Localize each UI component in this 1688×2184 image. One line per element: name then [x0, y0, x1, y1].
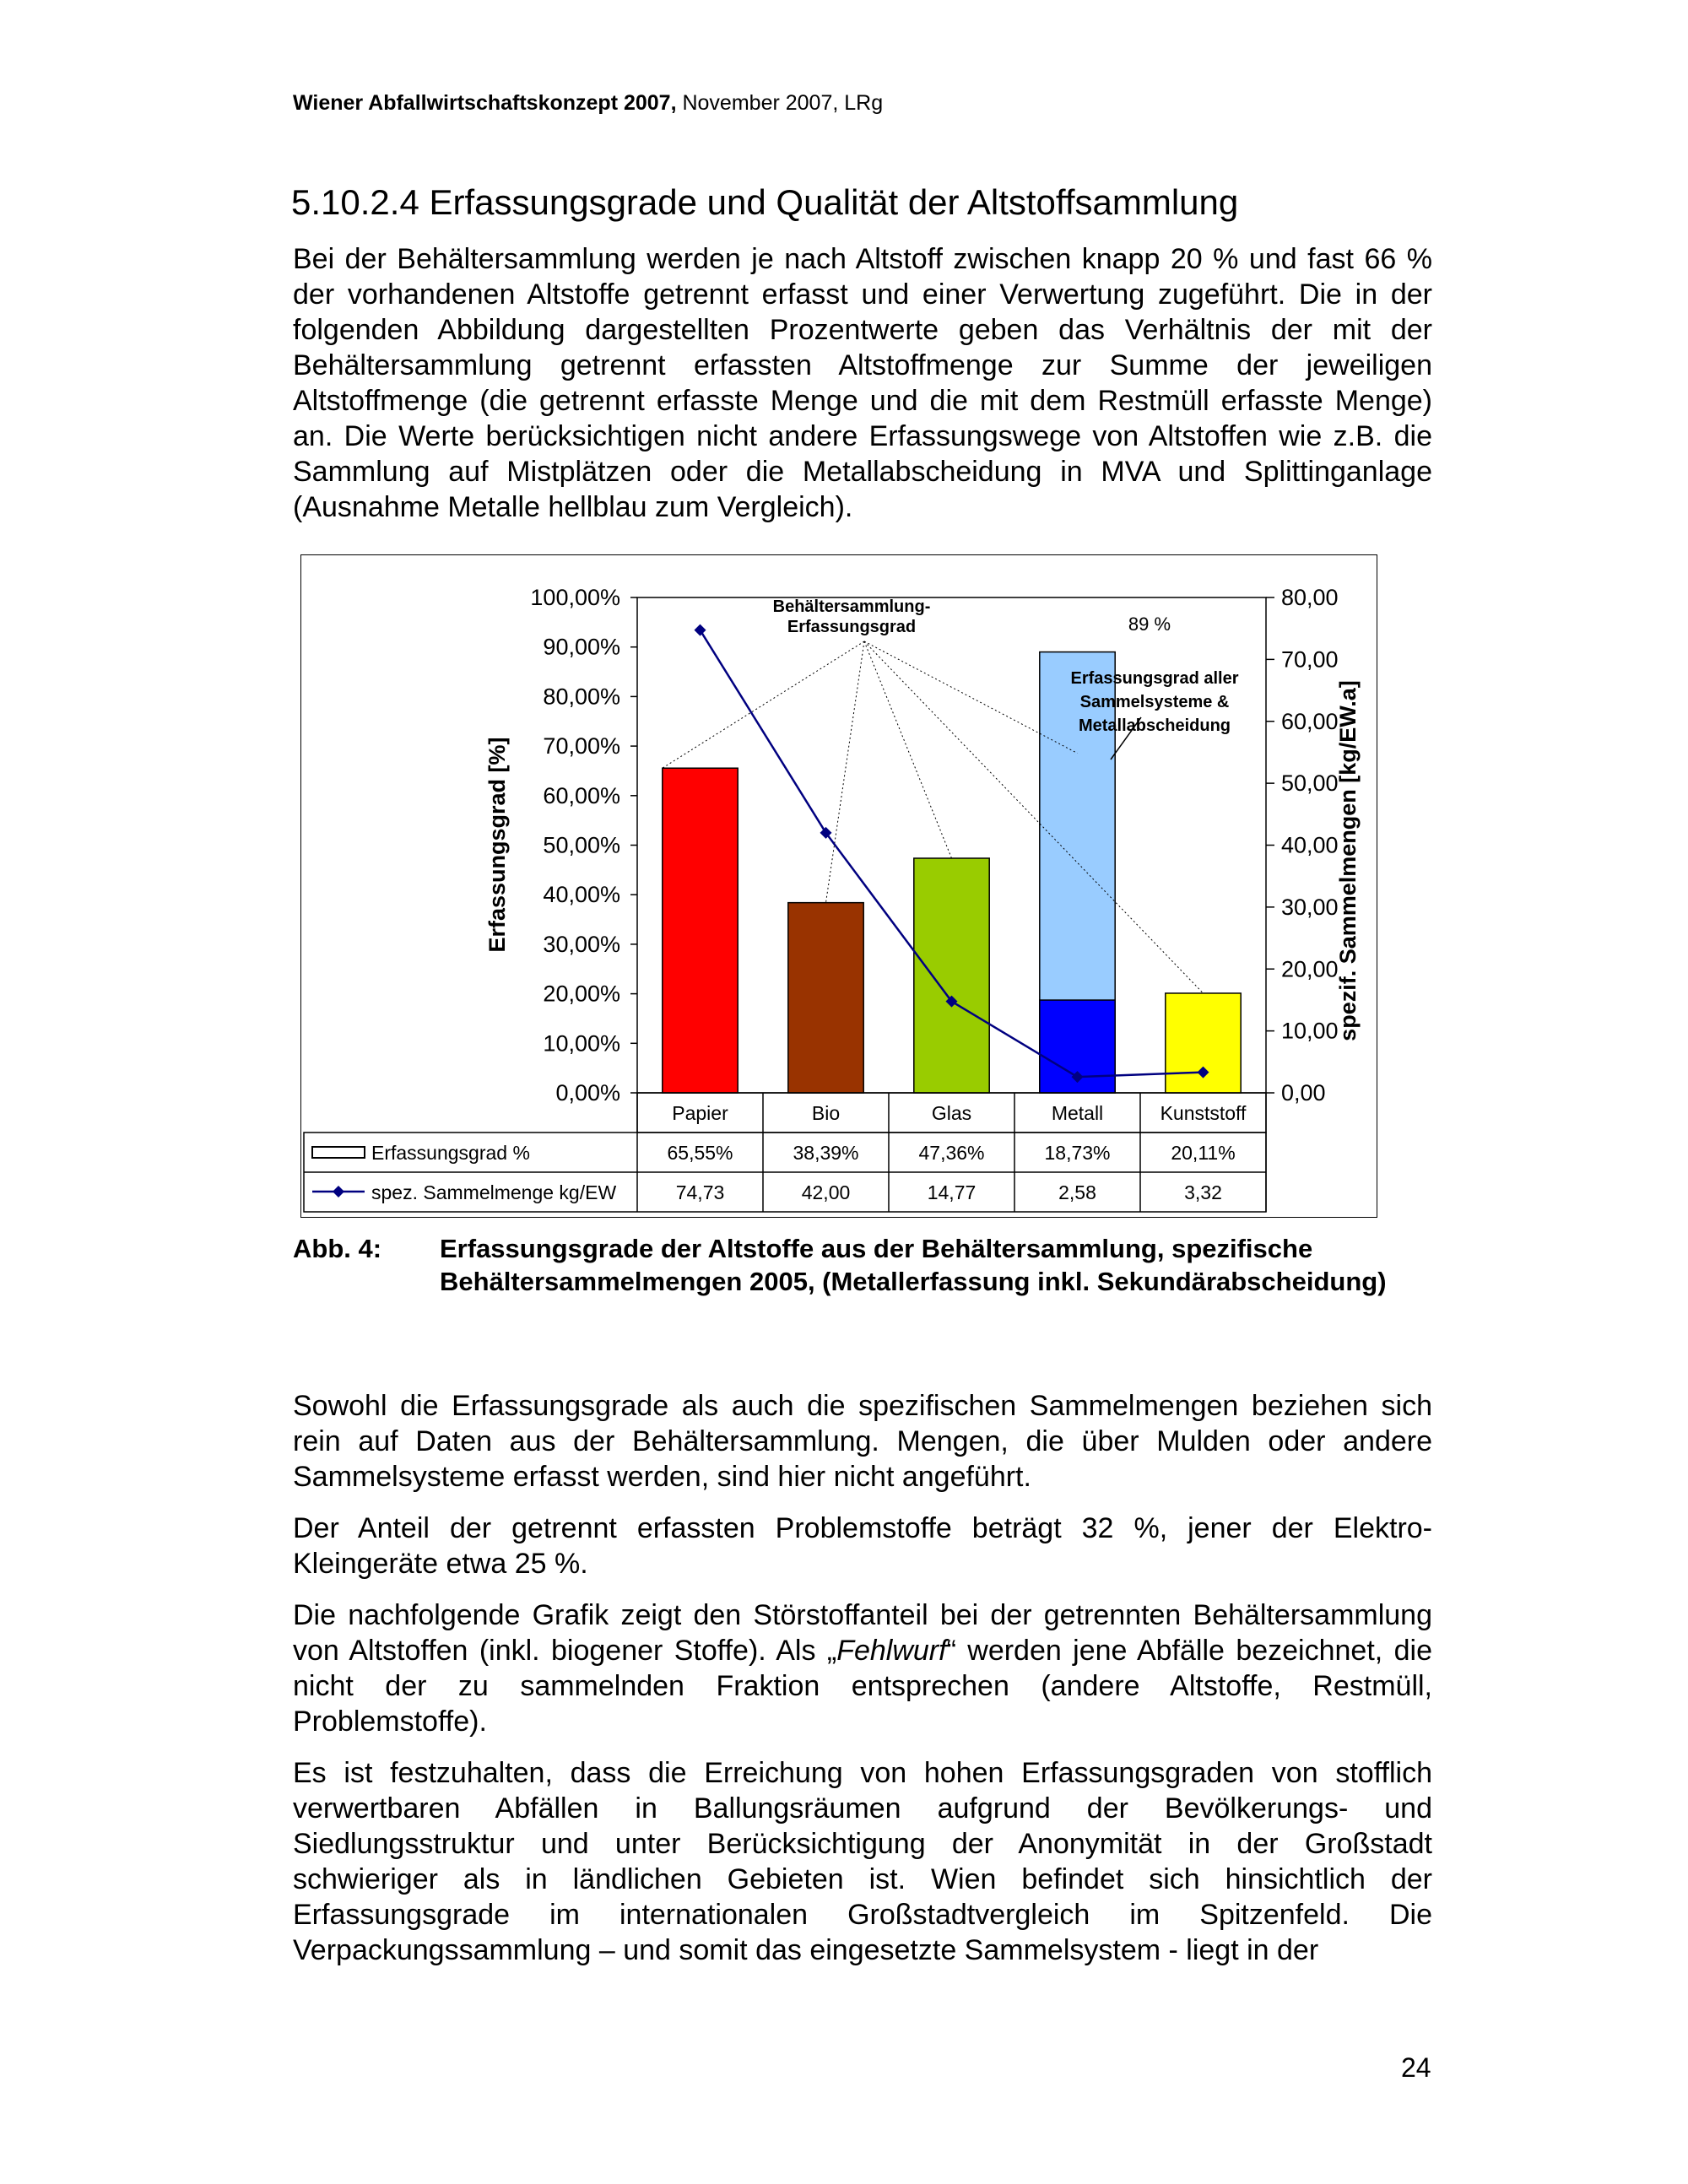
paragraph-2: Der Anteil der getrennt erfassten Problemstoffe beträgt 32 %, jener der Elektro-Kleingeräte etwa 25 %.: [293, 1512, 1432, 1580]
left-tick-label: 80,00%: [543, 684, 620, 710]
right-tick-label: 0,00: [1281, 1080, 1326, 1106]
value-sammelmenge: 14,77: [927, 1181, 977, 1203]
left-tick-label: 50,00%: [543, 832, 620, 858]
left-tick-label: 0,00%: [555, 1080, 620, 1106]
left-tick-label: 30,00%: [543, 931, 620, 957]
chart: [300, 554, 1377, 1218]
bar-bio: [788, 903, 863, 1093]
paragraph-1: Sowohl die Erfassungsgrade als auch die spezifischen Sammelmengen beziehen sich rein auf Daten aus der Behältersammlung. Mengen, die über Mulden oder andere Sammelsysteme erfasst werden, sind hier nicht angeführt.: [293, 1390, 1432, 1493]
header-title-rest: November 2007, LRg: [676, 91, 884, 115]
y-label-left: Erfassungsgrad [%]: [484, 737, 510, 953]
legend-label-line: spez. Sammelmenge kg/EW: [371, 1181, 617, 1203]
value-sammelmenge: 42,00: [801, 1181, 851, 1203]
value-sammelmenge: 2,58: [1058, 1181, 1096, 1203]
category-label: Metall: [1051, 1102, 1104, 1124]
page-header: [293, 91, 883, 116]
right-tick-label: 70,00: [1281, 646, 1339, 673]
intro-paragraph: Bei der Behältersammlung werden je nach Altstoff zwischen knapp 20 % und fast 66 % der vorhandenen Altstoffe getrennt erfasst und einer Verwertung zugeführt. Die in der folgenden Abbildung dargestellten Prozentwerte geben das Verhältnis der mit der Behältersammlung getrennt erfassten Altstoffmenge zur Summe der jeweiligen Altstoffmenge (die getrennt erfasste Menge und die mit dem Restmüll erfasste Menge) an. Die Werte berücksichtigen nicht andere Erfassungswege von Altstoffen wie z.B. die Sammlung auf Mistplätzen oder die Metallabscheidung in MVA und Splittinganlage (Ausnahme Metalle hellblau zum Vergleich).: [293, 243, 1432, 523]
paragraph-4: Es ist festzuhalten, dass die Erreichung von hohen Erfassungsgraden von stofflich verwertbaren Abfällen in Ballungsräumen aufgrund der Bevölkerungs- und Siedlungsstruktur und unter Berücksichtigung der Anonymität in der Großstadt schwieriger als in ländlichen Gebieten ist. Wien befindet sich hinsichtlich der Erfassungsgrade im internationalen Großstadtvergleich im Spitzenfeld. Die Verpackungssammlung – und somit das eingesetzte Sammelsystem - liegt in der: [293, 1757, 1432, 1966]
right-tick-label: 80,00: [1281, 585, 1339, 610]
y-label-right: spezif. Sammelmengen [kg/EW.a]: [1335, 680, 1361, 1041]
legend-label-bar: Erfassungsgrad %: [371, 1142, 530, 1164]
right-tick-label: 40,00: [1281, 832, 1339, 858]
annotation-aller-2: Sammelsysteme &: [1079, 693, 1230, 711]
caption-label: Abb. 4:: [293, 1234, 382, 1263]
annotation-89: 89 %: [1128, 614, 1171, 635]
paragraph-3: [293, 1597, 1432, 1739]
annotation-aller-3: Metallabscheidung: [1078, 716, 1231, 735]
left-tick-label: 70,00%: [543, 733, 620, 760]
right-tick-label: 50,00: [1281, 770, 1339, 797]
value-sammelmenge: 74,73: [675, 1181, 725, 1203]
annotation-aller-1: Erfassungsgrad aller: [1070, 669, 1239, 688]
value-sammelmenge: 3,32: [1184, 1181, 1222, 1203]
right-tick-label: 10,00: [1281, 1018, 1339, 1044]
page-number: 24: [1401, 2052, 1431, 2083]
right-tick-label: 20,00: [1281, 956, 1339, 982]
category-label: Kunststoff: [1160, 1102, 1247, 1124]
left-tick-label: 100,00%: [530, 585, 620, 610]
left-tick-label: 60,00%: [543, 782, 620, 808]
header-title-bold: Wiener Abfallwirtschaftskonzept 2007,: [293, 91, 677, 115]
category-label: Glas: [931, 1102, 972, 1124]
value-erfassungsgrad: 65,55%: [667, 1142, 733, 1164]
annotation-behaelter-2: Erfassungsgrad: [787, 618, 917, 636]
left-tick-label: 10,00%: [543, 1030, 620, 1057]
bar-papier: [663, 768, 738, 1093]
left-tick-label: 20,00%: [543, 981, 620, 1007]
category-label: Papier: [672, 1102, 728, 1124]
caption-text: Erfassungsgrade der Altstoffe aus der Behältersammlung, spezifische Behältersammelmengen 2005, (Metallerfassung inkl. Sekundärabscheidung): [440, 1234, 1387, 1296]
value-erfassungsgrad: 20,11%: [1171, 1142, 1236, 1164]
value-erfassungsgrad: 47,36%: [918, 1142, 985, 1164]
left-tick-label: 40,00%: [543, 882, 620, 908]
left-tick-label: 90,00%: [543, 634, 620, 660]
annotation-behaelter-1: Behältersammlung-: [772, 597, 931, 616]
value-erfassungsgrad: 38,39%: [793, 1142, 859, 1164]
legend-swatch-bar: [312, 1147, 365, 1158]
paragraph-3-a: Die nachfolgende Grafik zeigt den Störstoffanteil bei der getrennten Behältersammlung von Altstoffen (inkl. biogener Stoffe). Als „: [293, 1599, 1432, 1667]
right-tick-label: 30,00: [1281, 894, 1339, 920]
section-heading: 5.10.2.4 Erfassungsgrade und Qualität der Altstoffsammlung: [291, 182, 1239, 222]
category-label: Bio: [811, 1102, 841, 1124]
paragraph-3-em: Fehlwurf: [836, 1635, 947, 1667]
value-erfassungsgrad: 18,73%: [1044, 1142, 1111, 1164]
right-tick-label: 60,00: [1281, 708, 1339, 734]
bar-glas: [914, 858, 989, 1093]
paragraph-3-b: “ werden jene Abfälle bezeichnet, die nicht der zu sammelnden Fraktion entsprechen (andere Altstoffe, Restmüll, Problemstoffe).: [293, 1635, 1432, 1738]
